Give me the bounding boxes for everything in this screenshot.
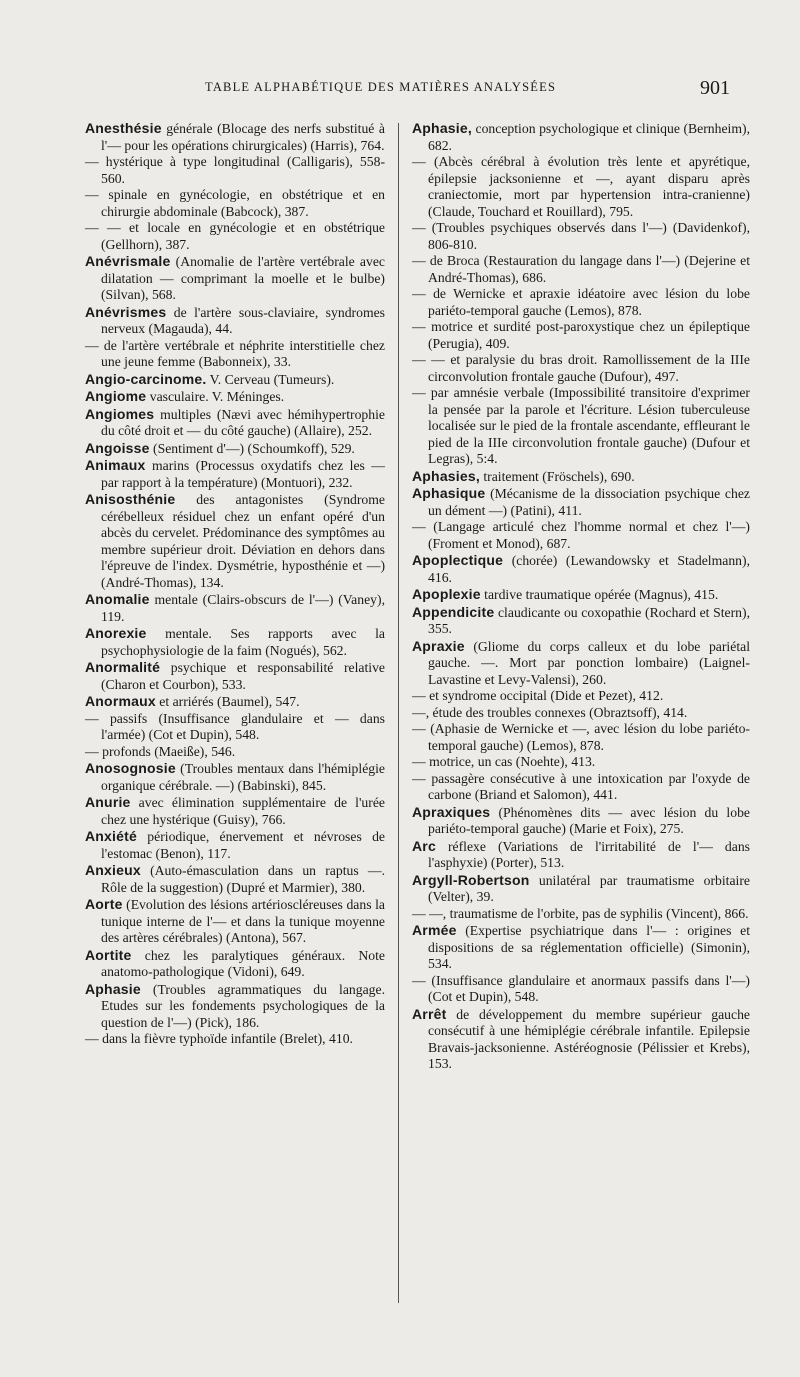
- entry-text: — motrice, un cas (Noehte), 413.: [412, 754, 596, 769]
- entry-heading: Anomalie: [85, 591, 150, 607]
- index-entry: [412, 872, 750, 906]
- index-entry: [85, 187, 385, 220]
- entry-text: (Troubles agrammatiques du langage. Etudes sur les fondements psychologiques de la question de l'—) (Pick), 186.: [101, 981, 385, 1030]
- entry-text: (Phénomènes dits — avec lésion du lobe pariéto-temporal gauche) (Marie et Foix), 275.: [428, 804, 750, 836]
- index-entry: [85, 744, 385, 761]
- entry-text: —, étude des troubles connexes (Obraztsoff), 414.: [412, 704, 688, 720]
- entry-text: avec élimination supplémentaire de l'urée chez une hystérique (Guisy), 766.: [101, 795, 385, 827]
- entry-text: — (Langage articulé chez l'homme normal et chez l'—) (Froment et Monod), 687.: [412, 519, 750, 551]
- entry-heading: Anxiété: [85, 828, 137, 844]
- entry-text: — (Abcès cérébral à évolution très lente et apyrétique, épilepsie jacksonienne et —, ayant disparu après craniectomie, mort par hypertension intra-cranienne) (Claude, Touchard et Rouillard), 795.: [412, 154, 750, 219]
- entry-text: de l'artère sous-claviaire, syndromes nerveux (Magauda), 44.: [101, 304, 385, 336]
- index-entry: [412, 973, 750, 1006]
- index-entry: [85, 1031, 385, 1048]
- entry-text: réflexe (Variations de l'irritabilité de l'— dans l'asphyxie) (Porter), 513.: [428, 838, 750, 870]
- entry-text: — de Wernicke et apraxie idéatoire avec lésion du lobe pariéto-temporal gauche (Lemos), 878.: [412, 286, 750, 318]
- entry-heading: Anurie: [85, 794, 131, 810]
- entry-text: (Auto-émasculation dans un raptus —. Rôle de la suggestion) (Dupré et Marmier), 380.: [101, 863, 385, 895]
- entry-heading: Argyll-Robertson: [412, 871, 530, 888]
- left-column: [85, 120, 385, 1048]
- entry-text: traitement (Fröschels), 690.: [479, 468, 635, 484]
- entry-heading: Angoisse: [85, 439, 150, 456]
- entry-text: — et syndrome occipital (Dide et Pezet), 412.: [412, 688, 664, 703]
- index-entry: [412, 352, 750, 385]
- entry-text: multiples (Nævi avec hémihypertrophie du côté droit et — du côté gauche) (Allaire), 252.: [101, 406, 385, 438]
- index-entry: [412, 154, 750, 220]
- entry-text: vasculaire. V. Méninges.: [146, 389, 285, 404]
- index-entry: [85, 760, 385, 794]
- entry-text: — hystérique à type longitudinal (Calligaris), 558-560.: [85, 154, 385, 186]
- entry-text: (Sentiment d'—) (Schoumkoff), 529.: [149, 440, 355, 456]
- entry-text: (Evolution des lésions artérioscléreuses dans la tunique interne de l'— et dans la tunique moyenne des artères cérébrales) (Antona), 567.: [101, 897, 385, 945]
- entry-text: marins (Processus oxydatifs chez les — par rapport à la température) (Montuori), 232.: [101, 458, 385, 490]
- index-entry: [412, 120, 750, 154]
- entry-text: de développement du membre supérieur gauche consécutif à une hémiplégie cérébrale infantile. Epilepsie Bravais-jacksonienne. Astéréognosie (Pélissier et Krebs), 153.: [428, 1006, 750, 1071]
- entry-heading: Aphasie: [85, 980, 141, 997]
- entry-text: — motrice et surdité post-paroxystique chez un épileptique (Perugia), 409.: [412, 319, 750, 351]
- index-entry: [412, 638, 750, 689]
- index-entry: [85, 457, 385, 491]
- entry-text: (Troubles mentaux dans l'hémiplégie organique cérébrale. —) (Babinski), 845.: [101, 761, 385, 793]
- index-entry: [412, 804, 750, 838]
- entry-heading: Anévrismes: [85, 303, 167, 320]
- index-entry: [85, 304, 385, 338]
- entry-heading: Anxieux: [85, 862, 141, 878]
- entry-text: — (Insuffisance glandulaire et anormaux passifs dans l'—) (Cot et Dupin), 548.: [412, 972, 750, 1004]
- entry-heading: Armée: [412, 922, 457, 938]
- entry-text: — passagère consécutive à une intoxication par l'oxyde de carbone (Briand et Salomon), 441.: [412, 770, 750, 802]
- index-entry: [412, 906, 750, 923]
- entry-heading: Apraxiques: [412, 803, 491, 820]
- entry-heading: Animaux: [85, 457, 146, 473]
- index-entry: [412, 468, 750, 486]
- index-entry: [85, 388, 385, 406]
- index-entry: [85, 491, 385, 591]
- right-column: [412, 120, 750, 1073]
- index-entry: [412, 1006, 750, 1073]
- entry-text: claudicante ou coxopathie (Rochard et Stern), 355.: [428, 604, 750, 636]
- entry-text: (Mécanisme de la dissociation psychique chez un dément —) (Patini), 411.: [428, 486, 750, 518]
- index-entry: [412, 220, 750, 253]
- index-entry: [412, 586, 750, 604]
- entry-text: V. Cerveau (Tumeurs).: [206, 371, 335, 387]
- index-entry: [85, 794, 385, 828]
- index-entry: [85, 862, 385, 896]
- entry-heading: Angio-carcinome.: [85, 370, 207, 387]
- entry-text: — spinale en gynécologie, en obstétrique et en chirurgie abdominale (Babcock), 387.: [85, 187, 385, 219]
- entry-text: (Expertise psychiatrique dans l'— : origines et dispositions de sa réglementation officielle) (Simonin), 534.: [428, 923, 750, 971]
- index-entry: [85, 440, 385, 458]
- entry-text: — —, traumatisme de l'orbite, pas de syphilis (Vincent), 866.: [412, 905, 749, 921]
- index-entry: [412, 519, 750, 552]
- page-number: 901: [700, 77, 730, 99]
- index-entry: [85, 120, 385, 154]
- entry-heading: Apoplexie: [412, 586, 481, 602]
- running-header: TABLE ALPHABÉTIQUE DES MATIÈRES ANALYSÉES: [205, 80, 557, 94]
- index-entry: [85, 693, 385, 711]
- entry-text: unilatéral par traumatisme orbitaire (Velter), 39.: [428, 872, 750, 904]
- entry-heading: Appendicite: [412, 603, 495, 620]
- index-entry: [412, 319, 750, 352]
- entry-heading: Angiome: [85, 388, 147, 404]
- entry-text: — de l'artère vertébrale et néphrite interstitielle chez une jeune femme (Babonneix), 33.: [85, 337, 385, 369]
- index-entry: [85, 711, 385, 744]
- entry-heading: Apraxie: [412, 637, 465, 654]
- entry-heading: Anosognosie: [85, 760, 176, 776]
- entry-text: des antagonistes (Syndrome cérébelleux résiduel chez un enfant opéré d'un abcès du cervelet. Prédominance des symptômes au membre supérieur droit. Déviation en dehors dans l'épreuve de l'index. Dysmétrie, hyposthénie et —) (André-Thomas), 134.: [101, 492, 385, 590]
- entry-text: — (Troubles psychiques observés dans l'—) (Davidenkof), 806-810.: [412, 220, 750, 252]
- index-entry: [85, 947, 385, 981]
- index-entry: [85, 371, 385, 389]
- entry-text: (chorée) (Lewandowsky et Stadelmann), 416.: [428, 553, 750, 585]
- index-entry: [412, 754, 750, 771]
- entry-text: mentale (Clairs-obscurs de l'—) (Vaney), 119.: [101, 592, 385, 624]
- entry-text: périodique, énervement et névroses de l'estomac (Benon), 117.: [101, 829, 385, 861]
- index-entry: [412, 771, 750, 804]
- entry-text: — — et locale en gynécologie et en obstétrique (Gellhorn), 387.: [85, 220, 385, 252]
- entry-text: — de Broca (Restauration du langage dans l'—) (Dejerine et André-Thomas), 686.: [412, 253, 750, 285]
- entry-text: (Gliome du corps calleux et du lobe pariétal gauche. —. Mort par ponction lombaire) (Laignel-Lavastine et Levy-Valensi), 260.: [428, 638, 750, 687]
- index-entry: [85, 591, 385, 625]
- entry-heading: Arc: [412, 837, 436, 854]
- index-entry: [412, 838, 750, 872]
- entry-text: — — et paralysie du bras droit. Ramollissement de la IIIe circonvolution frontale gauche (Dufour), 497.: [412, 352, 750, 384]
- index-entry: [85, 625, 385, 659]
- index-entry: [412, 552, 750, 586]
- index-entry: [412, 485, 750, 519]
- index-entry: [85, 220, 385, 253]
- entry-text: — passifs (Insuffisance glandulaire et — dans l'armée) (Cot et Dupin), 548.: [85, 710, 385, 742]
- index-entry: [85, 896, 385, 947]
- index-entry: [412, 286, 750, 319]
- entry-heading: Aorte: [85, 896, 123, 912]
- entry-heading: Aphasies,: [412, 467, 480, 484]
- index-entry: [412, 922, 750, 973]
- entry-text: conception psychologique et clinique (Bernheim), 682.: [428, 121, 750, 153]
- index-entry: [85, 659, 385, 693]
- entry-heading: Apoplectique: [412, 552, 504, 568]
- entry-text: (Anomalie de l'artère vertébrale avec dilatation — comprimant la moelle et le bulbe) (Silvan), 568.: [101, 254, 385, 302]
- entry-text: — par amnésie verbale (Impossibilité transitoire d'exprimer la pensée par la parole et l'écriture. Lésion tuberculeuse localisée sur le pied de la frontale ascendante, effleurant le pied de la IIIe circonvolution frontale gauche) (Dufour et Legras), 5:4.: [412, 385, 750, 466]
- entry-text: psychique et responsabilité relative (Charon et Courbon), 533.: [101, 660, 385, 692]
- entry-heading: Angiomes: [85, 405, 155, 422]
- entry-heading: Anorexie: [85, 625, 147, 641]
- index-entry: [85, 981, 385, 1032]
- index-entry: [412, 688, 750, 705]
- entry-text: générale (Blocage des nerfs substitué à l'— pour les opérations chirurgicales) (Harris), 764.: [101, 121, 385, 153]
- index-entry: [85, 338, 385, 371]
- entry-heading: Anormaux: [85, 693, 156, 709]
- index-entry: [412, 253, 750, 286]
- index-entry: [85, 406, 385, 440]
- column-divider: [398, 123, 399, 1303]
- entry-text: chez les paralytiques généraux. Note anatomo-pathologique (Vidoni), 649.: [101, 947, 385, 979]
- entry-heading: Aphasie,: [412, 120, 472, 136]
- entry-heading: Aortite: [85, 946, 132, 963]
- entry-text: mentale. Ses rapports avec la psychophysiologie de la faim (Nogués), 562.: [101, 626, 385, 658]
- index-entry: [412, 604, 750, 638]
- index-entry: [412, 721, 750, 754]
- entry-heading: Anesthésie: [85, 120, 162, 136]
- entry-heading: Anisosthénie: [85, 491, 176, 507]
- index-entry: [85, 154, 385, 187]
- entry-text: et arriérés (Baumel), 547.: [155, 694, 300, 709]
- index-entry: [412, 705, 750, 722]
- index-entry: [85, 253, 385, 304]
- entry-heading: Anormalité: [85, 659, 161, 675]
- entry-text: tardive traumatique opérée (Magnus), 415.: [480, 587, 719, 602]
- entry-heading: Arrêt: [412, 1005, 447, 1022]
- index-entry: [412, 385, 750, 468]
- entry-text: — profonds (Maeiße), 546.: [85, 743, 236, 759]
- entry-text: — (Aphasie de Wernicke et —, avec lésion du lobe pariéto-temporal gauche) (Lemos), 878.: [412, 721, 750, 753]
- index-entry: [85, 828, 385, 862]
- entry-heading: Anévrismale: [85, 253, 171, 269]
- entry-text: — dans la fièvre typhoïde infantile (Brelet), 410.: [85, 1031, 353, 1046]
- entry-heading: Aphasique: [412, 485, 486, 501]
